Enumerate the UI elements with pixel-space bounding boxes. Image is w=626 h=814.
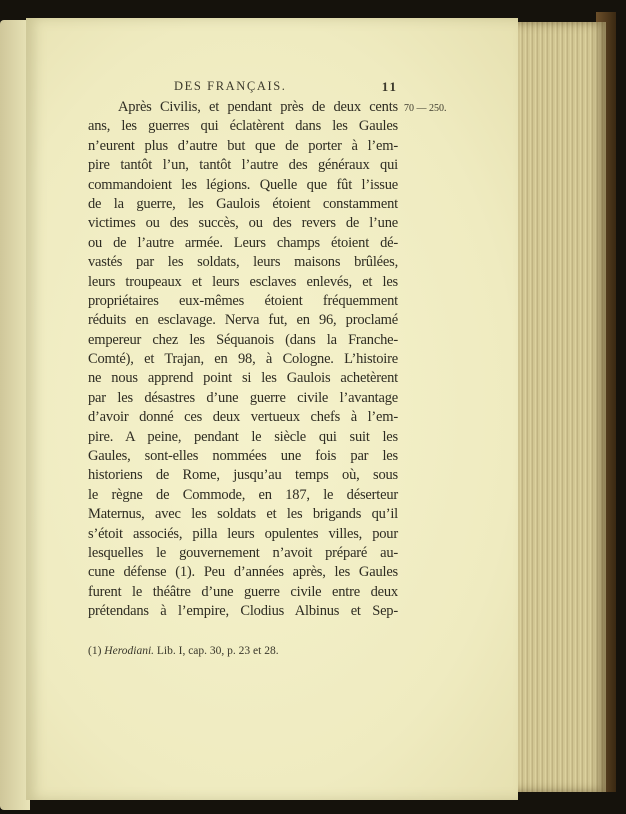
- text-line: Comté), et Trajan, en 98, à Cologne. L’histoire: [88, 351, 398, 368]
- text-line: ans, les guerres qui éclatèrent dans les Gaules: [88, 118, 398, 135]
- footnote-citation: Lib. I, cap. 30, p. 23 et 28.: [156, 645, 279, 657]
- text-line: victimes ou des succès, ou des revers de l’une: [88, 215, 398, 232]
- text-line: cune défense (1). Peu d’années après, les Gaules: [88, 564, 398, 581]
- text-line: pire. A peine, pendant le siècle qui suit les: [88, 428, 398, 445]
- page-edges: [514, 22, 606, 792]
- text-line: par les désastres d’une guerre civile l’avantage: [88, 389, 398, 406]
- text-line: Maternus, avec les soldats et les brigands qu’il: [88, 506, 398, 523]
- text-line: prétendans à l’empire, Clodius Albinus et Sep-: [88, 603, 398, 620]
- running-title: DES FRANÇAIS.: [174, 79, 287, 93]
- text-line: Gaules, sont-elles nommées une fois par les: [88, 448, 398, 465]
- text-line: leurs troupeaux et leurs esclaves enlevés, et les: [88, 273, 398, 290]
- footnote-marker: (1): [88, 645, 102, 657]
- text-line: historiens de Rome, jusqu’au temps où, sous: [88, 467, 398, 484]
- text-line: d’avoir donné ces deux vertueux chefs à l’em-: [88, 409, 398, 426]
- text-line: vastés par les soldats, leurs maisons brûlées,: [88, 254, 398, 271]
- text-line: réduits en esclavage. Nerva fut, en 96, proclamé: [88, 312, 398, 329]
- text-line: lesquelles le gouvernement n’avoit préparé au-: [88, 544, 398, 561]
- text-line: le règne de Commode, en 187, le déserteur: [88, 486, 398, 503]
- body-text: [88, 98, 398, 622]
- margin-note-dates: 70 — 250.: [404, 103, 447, 114]
- footnote: [88, 645, 279, 657]
- text-line: n’eurent plus d’autre but que de porter à l’em-: [88, 137, 398, 154]
- text-line: de la guerre, les Gaulois étoient constamment: [88, 195, 398, 212]
- text-line: ou de l’autre armée. Leurs champs étoient dé-: [88, 234, 398, 251]
- page-number: 11: [381, 79, 398, 94]
- text-line: furent le théâtre d’une guerre civile entre deux: [88, 583, 398, 600]
- text-line: s’étoit associés, pilla leurs opulentes villes, pour: [88, 525, 398, 542]
- text-line: pire tantôt l’un, tantôt l’autre des généraux qui: [88, 157, 398, 174]
- text-line: Après Civilis, et pendant près de deux cents: [118, 99, 398, 115]
- footnote-author: Herodiani.: [104, 645, 155, 657]
- text-line: commandoient les légions. Quelle que fût l’issue: [88, 176, 398, 193]
- text-line: propriétaires eux-mêmes étoient fréquemment: [88, 292, 398, 309]
- page-header: [88, 79, 398, 97]
- text-line: ne nous apprend point si les Gaulois achetèrent: [88, 370, 398, 387]
- text-line: empereur chez les Séquanois (dans la Franche-: [88, 331, 398, 348]
